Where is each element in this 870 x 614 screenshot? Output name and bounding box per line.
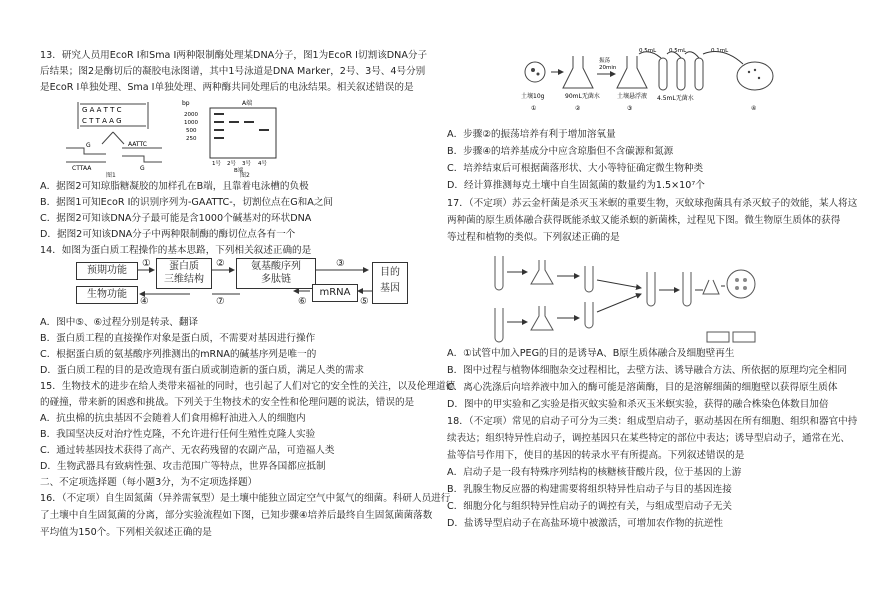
q13-option-c: C．据图2可知该DNA分子最可能是含1000个碱基对的环状DNA <box>40 213 312 224</box>
q16-figure <box>519 44 779 116</box>
q16-option-a: A．步骤②的振荡培养有利于增加溶氧量 <box>447 129 616 140</box>
svg-text:①: ① <box>531 105 537 112</box>
q14-option-b: B．蛋白质工程的直接操作对象是蛋白质，不需要对基因进行操作 <box>40 333 316 344</box>
q13-figure-2 <box>180 98 290 178</box>
section-header: 二、不定项选择题（每小题3分，为不定项选择题） <box>40 477 258 488</box>
svg-text:A端: A端 <box>242 100 253 107</box>
svg-text:4.5mL无菌水: 4.5mL无菌水 <box>657 95 694 102</box>
svg-text:1000: 1000 <box>184 120 198 126</box>
q18-option-d: D．盐诱导型启动子在高盐环境中被激活，可增加农作物的抗逆性 <box>447 518 724 529</box>
q13-stem-1: 13．研究人员用EcoR I和Sma I两种限制酶处理某DNA分子，图1为EcoR I切割该DNA分子 <box>40 50 428 61</box>
step-3: ③ <box>336 258 345 269</box>
q16-option-c: C．培养结束后可根据菌落形状、大小等特征确定微生物种类 <box>447 163 704 174</box>
q13-fig1-bottom-seq: C T T A A G <box>82 117 122 125</box>
q13-option-b: B．据图1可知EcoR I的识别序列为-GAATTC-，切割位点在G和A之间 <box>40 197 334 208</box>
svg-text:250: 250 <box>186 136 197 142</box>
svg-text:CTTAA: CTTAA <box>72 165 92 172</box>
step-1: ① <box>142 258 151 269</box>
q15-option-c: C．通过转基因技术获得了高产、无农药残留的农副产品，可造福人类 <box>40 445 335 456</box>
q15-stem-2: 的碰撞，带来新的困惑和挑战。下列关于生物技术的安全性和伦理问题的说法，错误的是 <box>40 397 415 408</box>
q18-option-b: B．乳腺生物反应器的构建需要将组织特异性启动子与目的基因连接 <box>447 484 732 495</box>
q15-option-d: D．生物武器具有致病性强、攻击范围广等特点，世界各国都应抵制 <box>40 461 326 472</box>
step-4: ④ <box>140 296 149 307</box>
box-amino-acid-sequence: 氨基酸序列 多肽链 <box>236 258 316 289</box>
q14-option-d: D．蛋白质工程的目的是改造现有蛋白质或制造新的蛋白质，满足人类的需求 <box>40 365 364 376</box>
q16-option-d: D．经计算推测每克土壤中自生固氮菌的数量约为1.5×10⁷个 <box>447 180 705 191</box>
q16-stem-3: 平均值为150个。下列相关叙述正确的是 <box>40 527 212 538</box>
step-7: ⑦ <box>216 296 225 307</box>
svg-text:500: 500 <box>186 128 197 134</box>
svg-text:2号: 2号 <box>227 161 236 167</box>
step-2: ② <box>216 258 225 269</box>
q13-fig1-top-seq: G A A T T C <box>82 106 122 114</box>
q14-flow-diagram <box>40 258 436 318</box>
svg-text:G: G <box>140 165 145 172</box>
svg-text:0.5mL: 0.5mL <box>669 48 687 54</box>
q17-stem-2: 两种菌的原生质体融合获得既能杀蚊又能杀螟的新菌株，过程见下图。微生物原生质体的获得 <box>447 215 841 226</box>
q14-option-a: A．图中⑤、⑥过程分别是转录、翻译 <box>40 317 199 328</box>
q17-option-a: A．①试管中加入PEG的目的是诱导A、B原生质体融合及细胞壁再生 <box>447 348 735 359</box>
step-6: ⑥ <box>298 296 307 307</box>
svg-text:0.1mL: 0.1mL <box>711 48 729 54</box>
svg-text:振荡: 振荡 <box>599 58 611 64</box>
q18-stem-1: 18．（不定项）常见的启动子可分为三类：组成型启动子，驱动基因在所有细胞、组织和器官中持 <box>447 416 858 427</box>
q14-stem: 14．如图为蛋白质工程操作的基本思路，下列相关叙述正确的是 <box>40 245 312 256</box>
q15-option-a: A．抗虫棉的抗虫基因不会随着人们食用棉籽油进入人的细胞内 <box>40 413 306 424</box>
q13-stem-2: 后结果；图2是酶切后的凝胶电泳图谱，其中1号泳道是DNA Marker，2号、3号、4号分别 <box>40 66 426 77</box>
q18-stem-3: 盐等信号作用下，使目的基因的转录水平有所提高。下列叙述错误的是 <box>447 450 745 461</box>
box-biological-function: 生物功能 <box>76 286 138 304</box>
q17-stem-3: 等过程和植物的类似。下列叙述正确的是 <box>447 232 620 243</box>
svg-text:0.5mL: 0.5mL <box>639 48 657 54</box>
svg-text:B端: B端 <box>234 168 244 174</box>
q16-option-b: B．步骤④的培养基成分中应含琼脂但不含碳源和氮源 <box>447 146 674 157</box>
box-protein-structure: 蛋白质 三维结构 <box>156 258 212 289</box>
q18-option-c: C．细胞分化与组织特异性启动子的调控有关，与组成型启动子无关 <box>447 501 732 512</box>
q17-figure <box>477 246 777 344</box>
svg-text:3号: 3号 <box>242 161 251 167</box>
svg-text:③: ③ <box>627 105 633 112</box>
svg-text:④: ④ <box>751 105 757 112</box>
svg-text:4号: 4号 <box>258 161 267 167</box>
svg-text:②: ② <box>575 105 581 112</box>
q14-option-c: C．根据蛋白质的氨基酸序列推测出的mRNA的碱基序列是唯一的 <box>40 349 317 360</box>
q13-fig2-caption: 图2 <box>240 172 250 179</box>
q15-stem-1: 15．生物技术的进步在给人类带来福祉的同时，也引起了人们对它的安全性的关注，以及伦理道德 <box>40 381 456 392</box>
svg-text:土壤10g: 土壤10g <box>521 93 545 100</box>
svg-text:土壤悬浮液: 土壤悬浮液 <box>617 93 648 100</box>
svg-text:2000: 2000 <box>184 112 198 118</box>
q17-option-b: B．图中过程与植物体细胞杂交过程相比，去壁方法、诱导融合方法、所依据的原理均完全相同 <box>447 365 847 376</box>
q13-stem-3: 是EcoR I单独处理、Sma I单独处理、两种酶共同处理后的电泳结果。相关叙述错误的是 <box>40 82 414 93</box>
box-target-gene: 目的 基因 <box>372 262 408 304</box>
svg-text:bp: bp <box>182 100 190 107</box>
box-expected-function: 预期功能 <box>76 262 138 280</box>
svg-text:AATTC: AATTC <box>128 141 147 148</box>
q18-option-a: A．启动子是一段有特殊序列结构的核糖核苷酸片段，位于基因的上游 <box>447 467 742 478</box>
q17-option-d: D．图中的甲实验和乙实验是指灭蚊实验和杀灭玉米螟实验，获得的融合株染色体数目加倍 <box>447 399 829 410</box>
q15-option-b: B．我国坚决反对治疗性克隆，不允许进行任何生殖性克隆人实验 <box>40 429 316 440</box>
step-5: ⑤ <box>360 296 369 307</box>
box-mrna: mRNA <box>312 284 358 302</box>
q13-option-a: A．据图2可知琼脂糖凝胶的加样孔在B端，且靠着电泳槽的负极 <box>40 181 309 192</box>
q16-stem-2: 了土壤中自生固氮菌的分离，部分实验流程如下图，已知步骤④培养后最终自生固氮菌菌落数 <box>40 510 433 521</box>
svg-text:G: G <box>86 142 91 149</box>
q17-option-c: C．离心洗涤后向培养液中加入的酶可能是溶菌酶，目的是溶解细菌的细胞壁以获得原生质体 <box>447 382 838 393</box>
q13-fig1-caption: 图1 <box>106 172 116 179</box>
q13-option-d: D．据图2可知该DNA分子中两种限制酶的酶切位点各有一个 <box>40 229 296 240</box>
svg-text:90mL无菌水: 90mL无菌水 <box>565 93 600 100</box>
q18-stem-2: 续表达；组织特异性启动子，调控基因只在某些特定的部位中表达；诱导型启动子，通常在光、 <box>447 433 850 444</box>
svg-text:1号: 1号 <box>212 161 221 167</box>
q17-stem-1: 17．（不定项）苏云金杆菌是杀灭玉米螟的重要生物，灭蚊球孢菌具有杀灭蚊子的效能，某人将这 <box>447 198 858 209</box>
svg-text:20min: 20min <box>599 65 617 71</box>
q13-figure-1 <box>62 96 172 176</box>
q16-stem-1: 16．（不定项）自生固氮菌（异养需氧型）是土壤中能独立固定空气中氮气的细菌。科研人员进行 <box>40 493 451 504</box>
